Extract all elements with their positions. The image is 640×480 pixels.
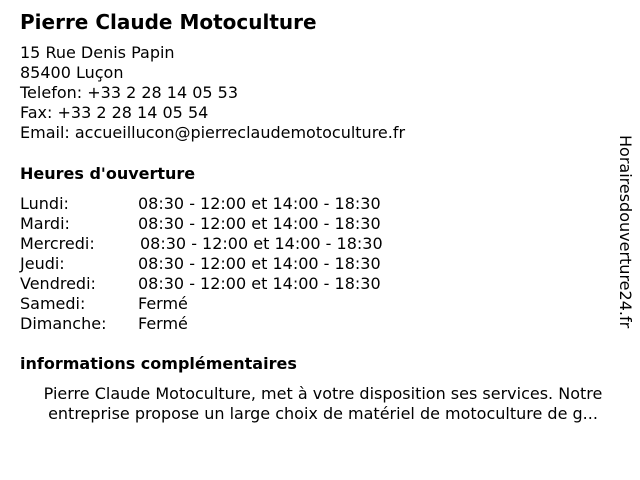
hours-day-label: Samedi: [20, 294, 86, 313]
fax-number: Fax: +33 2 28 14 05 54 [20, 103, 209, 122]
hours-day-label: Dimanche: [20, 314, 107, 333]
hours-day-label: Lundi: [20, 194, 69, 213]
hours-day-label: Mardi: [20, 214, 70, 233]
hours-row-jeudi [20, 254, 383, 274]
hours-day-value: 08:30 - 12:00 et 14:00 - 18:30 [138, 254, 381, 273]
business-name: Pierre Claude Motoculture [20, 10, 317, 34]
address-line-2: 85400 Luçon [20, 63, 124, 82]
hours-row-mardi [20, 214, 383, 234]
contact-block [20, 43, 405, 143]
description-line-2: entreprise propose un large choix de matériel de motoculture de g... [48, 404, 598, 423]
hours-row-samedi [20, 294, 383, 314]
address-line-1: 15 Rue Denis Papin [20, 43, 175, 62]
business-description [20, 384, 626, 424]
description-line-1: Pierre Claude Motoculture, met à votre disposition ses services. Notre [43, 384, 603, 403]
hours-heading: Heures d'ouverture [20, 164, 196, 183]
hours-row-mercredi [20, 234, 383, 254]
email-address[interactable]: Email: accueillucon@pierreclaudemotoculture.fr [20, 123, 406, 142]
watermark-brand [613, 135, 635, 347]
hours-row-dimanche [20, 314, 383, 334]
hours-day-value: 08:30 - 12:00 et 14:00 - 18:30 [138, 274, 381, 293]
phone-number[interactable]: Telefon: +33 2 28 14 05 53 [20, 83, 239, 102]
hours-day-value: Fermé [138, 314, 188, 333]
hours-row-lundi [20, 194, 383, 214]
hours-day-label: Vendredi: [20, 274, 96, 293]
hours-day-value: 08:30 - 12:00 et 14:00 - 18:30 [138, 214, 381, 233]
info-heading: informations complémentaires [20, 354, 297, 373]
hours-day-label: Mercredi: [20, 234, 95, 253]
hours-day-value: 08:30 - 12:00 et 14:00 - 18:30 [138, 194, 381, 213]
hours-table [20, 194, 383, 334]
watermark-text: Horairesdouverture24.fr [616, 135, 635, 329]
hours-day-value: 08:30 - 12:00 et 14:00 - 18:30 [140, 234, 383, 253]
hours-day-value: Fermé [138, 294, 188, 313]
hours-day-label: Jeudi: [20, 254, 65, 273]
hours-row-vendredi [20, 274, 383, 294]
